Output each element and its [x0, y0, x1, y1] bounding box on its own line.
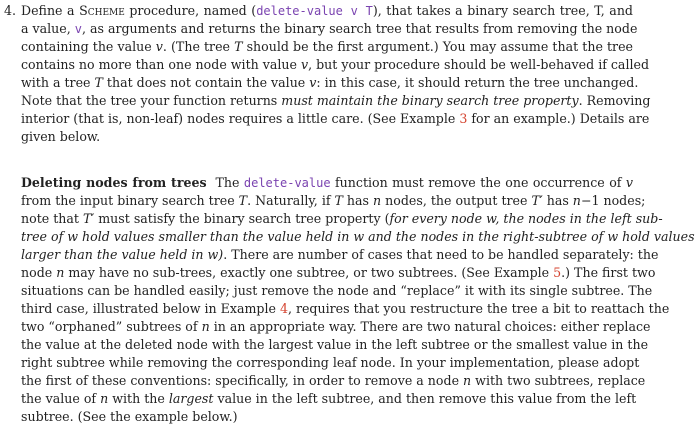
- item-number: 4.: [4, 3, 17, 18]
- p2-line-1: Deleting nodes from trees The delete-value function must remove the one occurrence of v: [21, 175, 634, 190]
- code-delete-value: delete-value: [243, 176, 331, 190]
- p1-line-3: containing the value v. (The tree T should be the first argument.) You may assume that the tree: [21, 39, 633, 54]
- p2-line-5: larger than the value held in w). There are number of cases that need to be handled separately: the: [21, 247, 659, 262]
- code-delete-value-call: delete-value v T: [256, 4, 373, 18]
- example-4-link[interactable]: 4: [279, 301, 288, 316]
- p1-line-4: contains no more than one node with value v, but your procedure should be well-behaved if called: [21, 57, 650, 72]
- p1-line-5: with a tree T that does not contain the value v: in this case, it should return the tree unchanged.: [21, 75, 639, 90]
- p1-line-2: a value, v, as arguments and returns the binary search tree that results from removing the node: [21, 21, 638, 36]
- p1-line-6: Note that the tree your function returns must maintain the binary search tree property. Removing: [21, 93, 651, 108]
- p2-line-4: tree of w hold values smaller than the value held in w and the nodes in the right-subtree of w hold values: [21, 229, 695, 244]
- p2-line-11: right subtree while removing the corresponding leaf node. In your implementation, please adopt: [21, 355, 640, 370]
- p2-line-14: subtree. (See the example below.): [21, 409, 238, 424]
- example-3-link[interactable]: 3: [459, 111, 468, 126]
- section-heading: Deleting nodes from trees: [21, 175, 207, 190]
- p2-line-9: two “orphaned” subtrees of n in an appropriate way. There are two natural choices: either replace: [21, 319, 651, 334]
- p1-line-7: interior (that is, non-leaf) nodes requires a little care. (See Example 3 for an example.) Details are: [21, 111, 650, 126]
- p2-line-13: the value of n with the largest value in the left subtree, and then remove this value from the left: [21, 391, 637, 406]
- p1-line-1: Define a Scheme procedure, named (delete-value v T), that takes a binary search tree, T, and: [21, 3, 633, 18]
- p1-line-8: given below.: [21, 129, 101, 144]
- p2-line-3: note that T′ must satisfy the binary search tree property (for every node w, the nodes in the left sub-: [21, 211, 663, 226]
- p2-line-6: node n may have no sub-trees, exactly one subtree, or two subtrees. (See Example 5.) The first two: [21, 265, 656, 280]
- example-5-link[interactable]: 5: [553, 265, 562, 280]
- p2-line-12: the first of these conventions: specifically, in order to remove a node n with two subtrees, replace: [21, 373, 646, 388]
- p2-line-8: third case, illustrated below in Example 4, requires that you restructure the tree a bit to reattach the: [21, 301, 670, 316]
- p2-line-10: the value at the deleted node with the largest value in the left subtree or the smallest value in the: [21, 337, 649, 352]
- p2-line-7: situations can be handled easily; just remove the node and “replace” it with its single subtree. The: [21, 283, 653, 298]
- p2-line-2: from the input binary search tree T. Naturally, if T has n nodes, the output tree T′ has n−1 nodes;: [21, 193, 646, 208]
